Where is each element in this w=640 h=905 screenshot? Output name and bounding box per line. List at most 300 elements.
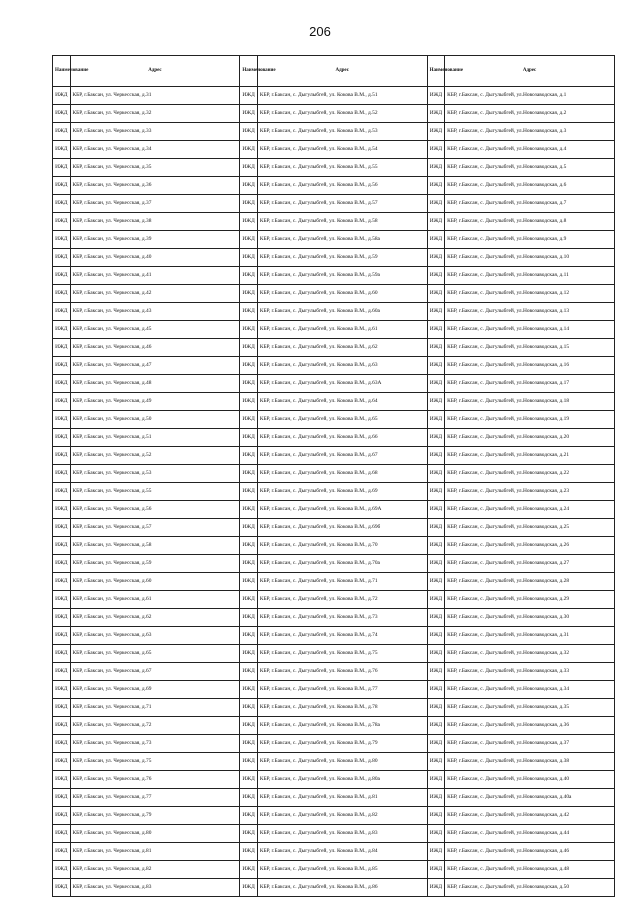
table-row bbox=[53, 663, 615, 681]
address-cell: КБР, г.Баксан, с. Дыгулыбгей, ул. Кокова В.М., д.69 bbox=[257, 483, 427, 501]
address-cell: КБР, г.Баксан, с. Дыгулыбгей, ул. Кокова В.М., д.72 bbox=[257, 591, 427, 609]
building-type-cell: ИЖД bbox=[427, 429, 445, 447]
building-type-cell: ИЖД bbox=[427, 303, 445, 321]
building-type-cell: ИЖД bbox=[240, 177, 258, 195]
address-cell: КБР, г.Баксан, с. Дыгулыбгей, ул.Новозаводская, д.3 bbox=[445, 123, 615, 141]
building-type-cell: ИЖД bbox=[53, 375, 71, 393]
building-type-cell: ИЖД bbox=[240, 321, 258, 339]
building-type-cell: ИЖД bbox=[53, 357, 71, 375]
building-type-cell: ИЖД bbox=[240, 87, 258, 105]
building-type-cell: ИЖД bbox=[240, 609, 258, 627]
address-cell: КБР, г.Баксан, ул. Черкесская, д.73 bbox=[70, 735, 240, 753]
address-cell: КБР, г.Баксан, с. Дыгулыбгей, ул. Кокова В.М., д.68 bbox=[257, 465, 427, 483]
building-type-cell: ИЖД bbox=[427, 123, 445, 141]
building-type-cell: ИЖД bbox=[427, 879, 445, 897]
address-cell: КБР, г.Баксан, с. Дыгулыбгей, ул. Кокова В.М., д.70а bbox=[257, 555, 427, 573]
building-type-cell: ИЖД bbox=[427, 537, 445, 555]
building-type-cell: ИЖД bbox=[240, 393, 258, 411]
building-type-cell: ИЖД bbox=[240, 303, 258, 321]
address-cell: КБР, г.Баксан, с. Дыгулыбгей, ул.Новозаводская, д.7 bbox=[445, 195, 615, 213]
address-cell: КБР, г.Баксан, с. Дыгулыбгей, ул. Кокова В.М., д.58а bbox=[257, 231, 427, 249]
address-cell: КБР, г.Баксан, с. Дыгулыбгей, ул. Кокова В.М., д.79 bbox=[257, 735, 427, 753]
address-cell: КБР, г.Баксан, с. Дыгулыбгей, ул.Новозаводская, д.46 bbox=[445, 843, 615, 861]
building-type-cell: ИЖД bbox=[240, 645, 258, 663]
table-row bbox=[53, 879, 615, 897]
building-type-cell: ИЖД bbox=[240, 807, 258, 825]
address-cell: КБР, г.Баксан, с. Дыгулыбгей, ул.Новозаводская, д.10 bbox=[445, 249, 615, 267]
building-type-cell: ИЖД bbox=[53, 663, 71, 681]
table-row bbox=[53, 735, 615, 753]
building-type-cell: ИЖД bbox=[427, 789, 445, 807]
address-cell: КБР, г.Баксан, с. Дыгулыбгей, ул.Новозаводская, д.40 bbox=[445, 771, 615, 789]
table-row bbox=[53, 465, 615, 483]
building-type-cell: ИЖД bbox=[53, 429, 71, 447]
building-type-cell: ИЖД bbox=[427, 753, 445, 771]
table-row bbox=[53, 141, 615, 159]
table-row bbox=[53, 825, 615, 843]
address-cell: КБР, г.Баксан, ул. Черкесская, д.32 bbox=[70, 105, 240, 123]
building-type-cell: ИЖД bbox=[240, 627, 258, 645]
address-cell: КБР, г.Баксан, с. Дыгулыбгей, ул. Кокова В.М., д.58 bbox=[257, 213, 427, 231]
address-cell: КБР, г.Баксан, с. Дыгулыбгей, ул. Кокова В.М., д.60 bbox=[257, 285, 427, 303]
address-cell: КБР, г.Баксан, ул. Черкесская, д.82 bbox=[70, 861, 240, 879]
header-type-1: Наименование bbox=[53, 56, 71, 87]
address-cell: КБР, г.Баксан, ул. Черкесская, д.34 bbox=[70, 141, 240, 159]
building-type-cell: ИЖД bbox=[240, 879, 258, 897]
building-type-cell: ИЖД bbox=[427, 483, 445, 501]
address-cell: КБР, г.Баксан, с. Дыгулыбгей, ул.Новозаводская, д.19 bbox=[445, 411, 615, 429]
header-row bbox=[53, 56, 615, 87]
building-type-cell: ИЖД bbox=[53, 249, 71, 267]
building-type-cell: ИЖД bbox=[240, 555, 258, 573]
header-type-3: Наименование bbox=[427, 56, 445, 87]
building-type-cell: ИЖД bbox=[53, 213, 71, 231]
building-type-cell: ИЖД bbox=[53, 123, 71, 141]
building-type-cell: ИЖД bbox=[240, 285, 258, 303]
address-cell: КБР, г.Баксан, с. Дыгулыбгей, ул.Новозаводская, д.50 bbox=[445, 879, 615, 897]
address-cell: КБР, г.Баксан, с. Дыгулыбгей, ул.Новозаводская, д.48 bbox=[445, 861, 615, 879]
address-cell: КБР, г.Баксан, ул. Черкесская, д.36 bbox=[70, 177, 240, 195]
building-type-cell: ИЖД bbox=[240, 825, 258, 843]
building-type-cell: ИЖД bbox=[240, 375, 258, 393]
address-cell: КБР, г.Баксан, ул. Черкесская, д.58 bbox=[70, 537, 240, 555]
address-cell: КБР, г.Баксан, с. Дыгулыбгей, ул.Новозаводская, д.32 bbox=[445, 645, 615, 663]
address-cell: КБР, г.Баксан, с. Дыгулыбгей, ул. Кокова В.М., д.78а bbox=[257, 717, 427, 735]
address-cell: КБР, г.Баксан, с. Дыгулыбгей, ул. Кокова В.М., д.57 bbox=[257, 195, 427, 213]
building-type-cell: ИЖД bbox=[53, 735, 71, 753]
address-cell: КБР, г.Баксан, с. Дыгулыбгей, ул.Новозаводская, д.33 bbox=[445, 663, 615, 681]
address-cell: КБР, г.Баксан, ул. Черкесская, д.41 bbox=[70, 267, 240, 285]
building-type-cell: ИЖД bbox=[427, 267, 445, 285]
building-type-cell: ИЖД bbox=[53, 501, 71, 519]
building-type-cell: ИЖД bbox=[427, 321, 445, 339]
table-row bbox=[53, 303, 615, 321]
address-cell: КБР, г.Баксан, с. Дыгулыбгей, ул. Кокова В.М., д.78 bbox=[257, 699, 427, 717]
table-row bbox=[53, 861, 615, 879]
table-row bbox=[53, 213, 615, 231]
building-type-cell: ИЖД bbox=[427, 375, 445, 393]
address-cell: КБР, г.Баксан, с. Дыгулыбгей, ул. Кокова В.М., д.82 bbox=[257, 807, 427, 825]
address-cell: КБР, г.Баксан, с. Дыгулыбгей, ул. Кокова В.М., д.67 bbox=[257, 447, 427, 465]
table-row bbox=[53, 771, 615, 789]
address-cell: КБР, г.Баксан, ул. Черкесская, д.37 bbox=[70, 195, 240, 213]
building-type-cell: ИЖД bbox=[427, 393, 445, 411]
building-type-cell: ИЖД bbox=[240, 267, 258, 285]
building-type-cell: ИЖД bbox=[53, 303, 71, 321]
building-type-cell: ИЖД bbox=[427, 177, 445, 195]
building-type-cell: ИЖД bbox=[53, 699, 71, 717]
address-cell: КБР, г.Баксан, ул. Черкесская, д.42 bbox=[70, 285, 240, 303]
address-cell: КБР, г.Баксан, ул. Черкесская, д.83 bbox=[70, 879, 240, 897]
table-row bbox=[53, 717, 615, 735]
address-cell: КБР, г.Баксан, ул. Черкесская, д.80 bbox=[70, 825, 240, 843]
address-cell: КБР, г.Баксан, с. Дыгулыбгей, ул.Новозаводская, д.36 bbox=[445, 717, 615, 735]
address-cell: КБР, г.Баксан, ул. Черкесская, д.49 bbox=[70, 393, 240, 411]
building-type-cell: ИЖД bbox=[53, 285, 71, 303]
building-type-cell: ИЖД bbox=[427, 573, 445, 591]
building-type-cell: ИЖД bbox=[427, 213, 445, 231]
building-type-cell: ИЖД bbox=[53, 141, 71, 159]
building-type-cell: ИЖД bbox=[427, 357, 445, 375]
building-type-cell: ИЖД bbox=[53, 321, 71, 339]
table-row bbox=[53, 357, 615, 375]
building-type-cell: ИЖД bbox=[427, 771, 445, 789]
address-cell: КБР, г.Баксан, ул. Черкесская, д.33 bbox=[70, 123, 240, 141]
building-type-cell: ИЖД bbox=[427, 447, 445, 465]
building-type-cell: ИЖД bbox=[53, 393, 71, 411]
table-row bbox=[53, 627, 615, 645]
address-cell: КБР, г.Баксан, с. Дыгулыбгей, ул. Кокова В.М., д.51 bbox=[257, 87, 427, 105]
address-cell: КБР, г.Баксан, с. Дыгулыбгей, ул.Новозаводская, д.35 bbox=[445, 699, 615, 717]
address-cell: КБР, г.Баксан, с. Дыгулыбгей, ул.Новозаводская, д.28 bbox=[445, 573, 615, 591]
building-type-cell: ИЖД bbox=[53, 87, 71, 105]
building-type-cell: ИЖД bbox=[427, 699, 445, 717]
address-cell: КБР, г.Баксан, ул. Черкесская, д.40 bbox=[70, 249, 240, 267]
table-row bbox=[53, 249, 615, 267]
address-cell: КБР, г.Баксан, с. Дыгулыбгей, ул. Кокова В.М., д.86 bbox=[257, 879, 427, 897]
address-cell: КБР, г.Баксан, с. Дыгулыбгей, ул.Новозаводская, д.9 bbox=[445, 231, 615, 249]
address-cell: КБР, г.Баксан, ул. Черкесская, д.81 bbox=[70, 843, 240, 861]
building-type-cell: ИЖД bbox=[427, 807, 445, 825]
address-cell: КБР, г.Баксан, с. Дыгулыбгей, ул.Новозаводская, д.4 bbox=[445, 141, 615, 159]
building-type-cell: ИЖД bbox=[427, 843, 445, 861]
building-type-cell: ИЖД bbox=[240, 843, 258, 861]
table-row bbox=[53, 573, 615, 591]
building-type-cell: ИЖД bbox=[427, 663, 445, 681]
address-cell: КБР, г.Баксан, с. Дыгулыбгей, ул. Кокова В.М., д.63А bbox=[257, 375, 427, 393]
address-cell: КБР, г.Баксан, с. Дыгулыбгей, ул. Кокова В.М., д.59 bbox=[257, 249, 427, 267]
page-number: 206 bbox=[309, 24, 331, 39]
address-cell: КБР, г.Баксан, с. Дыгулыбгей, ул. Кокова В.М., д.52 bbox=[257, 105, 427, 123]
building-type-cell: ИЖД bbox=[427, 645, 445, 663]
address-cell: КБР, г.Баксан, ул. Черкесская, д.76 bbox=[70, 771, 240, 789]
address-cell: КБР, г.Баксан, с. Дыгулыбгей, ул. Кокова В.М., д.77 bbox=[257, 681, 427, 699]
address-cell: КБР, г.Баксан, ул. Черкесская, д.38 bbox=[70, 213, 240, 231]
table-row bbox=[53, 321, 615, 339]
table-row bbox=[53, 843, 615, 861]
address-cell: КБР, г.Баксан, с. Дыгулыбгей, ул.Новозаводская, д.5 bbox=[445, 159, 615, 177]
address-cell: КБР, г.Баксан, с. Дыгулыбгей, ул. Кокова В.М., д.55 bbox=[257, 159, 427, 177]
building-type-cell: ИЖД bbox=[53, 771, 71, 789]
building-type-cell: ИЖД bbox=[427, 231, 445, 249]
address-cell: КБР, г.Баксан, с. Дыгулыбгей, ул.Новозаводская, д.6 bbox=[445, 177, 615, 195]
header-address-2: Адрес bbox=[257, 56, 427, 87]
address-cell: КБР, г.Баксан, с. Дыгулыбгей, ул. Кокова В.М., д.63 bbox=[257, 357, 427, 375]
address-cell: КБР, г.Баксан, ул. Черкесская, д.77 bbox=[70, 789, 240, 807]
building-type-cell: ИЖД bbox=[53, 645, 71, 663]
building-type-cell: ИЖД bbox=[427, 861, 445, 879]
address-cell: КБР, г.Баксан, с. Дыгулыбгей, ул. Кокова В.М., д.56 bbox=[257, 177, 427, 195]
address-cell: КБР, г.Баксан, ул. Черкесская, д.71 bbox=[70, 699, 240, 717]
address-cell: КБР, г.Баксан, с. Дыгулыбгей, ул.Новозаводская, д.23 bbox=[445, 483, 615, 501]
building-type-cell: ИЖД bbox=[240, 753, 258, 771]
building-type-cell: ИЖД bbox=[427, 717, 445, 735]
address-cell: КБР, г.Баксан, с. Дыгулыбгей, ул.Новозаводская, д.34 bbox=[445, 681, 615, 699]
building-type-cell: ИЖД bbox=[53, 753, 71, 771]
address-cell: КБР, г.Баксан, ул. Черкесская, д.57 bbox=[70, 519, 240, 537]
building-type-cell: ИЖД bbox=[240, 591, 258, 609]
address-cell: КБР, г.Баксан, с. Дыгулыбгей, ул. Кокова В.М., д.69А bbox=[257, 501, 427, 519]
address-cell: КБР, г.Баксан, ул. Черкесская, д.63 bbox=[70, 627, 240, 645]
building-type-cell: ИЖД bbox=[427, 411, 445, 429]
address-cell: КБР, г.Баксан, ул. Черкесская, д.56 bbox=[70, 501, 240, 519]
address-cell: КБР, г.Баксан, с. Дыгулыбгей, ул.Новозаводская, д.16 bbox=[445, 357, 615, 375]
building-type-cell: ИЖД bbox=[53, 177, 71, 195]
building-type-cell: ИЖД bbox=[240, 411, 258, 429]
building-type-cell: ИЖД bbox=[53, 465, 71, 483]
building-type-cell: ИЖД bbox=[240, 159, 258, 177]
building-type-cell: ИЖД bbox=[53, 267, 71, 285]
building-type-cell: ИЖД bbox=[53, 447, 71, 465]
address-cell: КБР, г.Баксан, с. Дыгулыбгей, ул.Новозаводская, д.38 bbox=[445, 753, 615, 771]
address-cell: КБР, г.Баксан, ул. Черкесская, д.31 bbox=[70, 87, 240, 105]
header-address-3: Адрес bbox=[445, 56, 615, 87]
table-row bbox=[53, 393, 615, 411]
table-row bbox=[53, 105, 615, 123]
table-row bbox=[53, 231, 615, 249]
building-type-cell: ИЖД bbox=[53, 519, 71, 537]
table-row bbox=[53, 285, 615, 303]
building-type-cell: ИЖД bbox=[240, 735, 258, 753]
building-type-cell: ИЖД bbox=[240, 573, 258, 591]
building-type-cell: ИЖД bbox=[240, 717, 258, 735]
address-cell: КБР, г.Баксан, с. Дыгулыбгей, ул.Новозаводская, д.13 bbox=[445, 303, 615, 321]
address-cell: КБР, г.Баксан, с. Дыгулыбгей, ул.Новозаводская, д.1 bbox=[445, 87, 615, 105]
building-type-cell: ИЖД bbox=[53, 591, 71, 609]
address-cell: КБР, г.Баксан, с. Дыгулыбгей, ул.Новозаводская, д.8 bbox=[445, 213, 615, 231]
building-type-cell: ИЖД bbox=[53, 681, 71, 699]
address-cell: КБР, г.Баксан, ул. Черкесская, д.60 bbox=[70, 573, 240, 591]
table-row bbox=[53, 645, 615, 663]
address-cell: КБР, г.Баксан, с. Дыгулыбгей, ул.Новозаводская, д.21 bbox=[445, 447, 615, 465]
address-cell: КБР, г.Баксан, ул. Черкесская, д.52 bbox=[70, 447, 240, 465]
address-cell: КБР, г.Баксан, с. Дыгулыбгей, ул. Кокова В.М., д.76 bbox=[257, 663, 427, 681]
address-cell: КБР, г.Баксан, с. Дыгулыбгей, ул. Кокова В.М., д.66 bbox=[257, 429, 427, 447]
address-cell: КБР, г.Баксан, ул. Черкесская, д.51 bbox=[70, 429, 240, 447]
building-type-cell: ИЖД bbox=[427, 627, 445, 645]
address-cell: КБР, г.Баксан, с. Дыгулыбгей, ул.Новозаводская, д.26 bbox=[445, 537, 615, 555]
address-cell: КБР, г.Баксан, с. Дыгулыбгей, ул. Кокова В.М., д.74 bbox=[257, 627, 427, 645]
address-cell: КБР, г.Баксан, ул. Черкесская, д.62 bbox=[70, 609, 240, 627]
address-cell: КБР, г.Баксан, ул. Черкесская, д.75 bbox=[70, 753, 240, 771]
building-type-cell: ИЖД bbox=[53, 789, 71, 807]
address-cell: КБР, г.Баксан, с. Дыгулыбгей, ул. Кокова В.М., д.84 bbox=[257, 843, 427, 861]
building-type-cell: ИЖД bbox=[427, 825, 445, 843]
address-cell: КБР, г.Баксан, с. Дыгулыбгей, ул.Новозаводская, д.11 bbox=[445, 267, 615, 285]
building-type-cell: ИЖД bbox=[427, 105, 445, 123]
address-cell: КБР, г.Баксан, с. Дыгулыбгей, ул. Кокова В.М., д.81 bbox=[257, 789, 427, 807]
building-type-cell: ИЖД bbox=[240, 105, 258, 123]
table-row bbox=[53, 699, 615, 717]
address-cell: КБР, г.Баксан, ул. Черкесская, д.46 bbox=[70, 339, 240, 357]
address-cell: КБР, г.Баксан, с. Дыгулыбгей, ул.Новозаводская, д.22 bbox=[445, 465, 615, 483]
address-cell: КБР, г.Баксан, с. Дыгулыбгей, ул.Новозаводская, д.44 bbox=[445, 825, 615, 843]
address-cell: КБР, г.Баксан, ул. Черкесская, д.48 bbox=[70, 375, 240, 393]
address-cell: КБР, г.Баксан, ул. Черкесская, д.72 bbox=[70, 717, 240, 735]
address-cell: КБР, г.Баксан, с. Дыгулыбгей, ул.Новозаводская, д.31 bbox=[445, 627, 615, 645]
building-type-cell: ИЖД bbox=[53, 159, 71, 177]
address-cell: КБР, г.Баксан, с. Дыгулыбгей, ул. Кокова В.М., д.62 bbox=[257, 339, 427, 357]
building-type-cell: ИЖД bbox=[53, 879, 71, 897]
building-type-cell: ИЖД bbox=[53, 807, 71, 825]
table-row bbox=[53, 411, 615, 429]
building-type-cell: ИЖД bbox=[427, 681, 445, 699]
header-address-1: Адрес bbox=[70, 56, 240, 87]
address-cell: КБР, г.Баксан, с. Дыгулыбгей, ул.Новозаводская, д.37 bbox=[445, 735, 615, 753]
table-body bbox=[53, 87, 615, 897]
address-cell: КБР, г.Баксан, ул. Черкесская, д.67 bbox=[70, 663, 240, 681]
building-type-cell: ИЖД bbox=[53, 573, 71, 591]
building-type-cell: ИЖД bbox=[240, 519, 258, 537]
table-row bbox=[53, 753, 615, 771]
building-type-cell: ИЖД bbox=[53, 717, 71, 735]
building-type-cell: ИЖД bbox=[53, 105, 71, 123]
building-type-cell: ИЖД bbox=[240, 357, 258, 375]
table-row bbox=[53, 501, 615, 519]
address-cell: КБР, г.Баксан, с. Дыгулыбгей, ул. Кокова В.М., д.71 bbox=[257, 573, 427, 591]
building-type-cell: ИЖД bbox=[240, 465, 258, 483]
building-type-cell: ИЖД bbox=[53, 231, 71, 249]
building-type-cell: ИЖД bbox=[53, 555, 71, 573]
address-cell: КБР, г.Баксан, с. Дыгулыбгей, ул.Новозаводская, д.25 bbox=[445, 519, 615, 537]
building-type-cell: ИЖД bbox=[427, 87, 445, 105]
building-type-cell: ИЖД bbox=[53, 843, 71, 861]
building-type-cell: ИЖД bbox=[53, 609, 71, 627]
table-row bbox=[53, 555, 615, 573]
table-row bbox=[53, 591, 615, 609]
building-type-cell: ИЖД bbox=[240, 699, 258, 717]
address-cell: КБР, г.Баксан, с. Дыгулыбгей, ул.Новозаводская, д.29 bbox=[445, 591, 615, 609]
building-type-cell: ИЖД bbox=[240, 339, 258, 357]
building-type-cell: ИЖД bbox=[240, 501, 258, 519]
building-type-cell: ИЖД bbox=[427, 249, 445, 267]
address-cell: КБР, г.Баксан, с. Дыгулыбгей, ул. Кокова В.М., д.59а bbox=[257, 267, 427, 285]
building-type-cell: ИЖД bbox=[240, 429, 258, 447]
table-row bbox=[53, 123, 615, 141]
address-cell: КБР, г.Баксан, ул. Черкесская, д.59 bbox=[70, 555, 240, 573]
building-type-cell: ИЖД bbox=[240, 231, 258, 249]
building-type-cell: ИЖД bbox=[240, 861, 258, 879]
table-row bbox=[53, 807, 615, 825]
table-row bbox=[53, 159, 615, 177]
table-row bbox=[53, 483, 615, 501]
address-cell: КБР, г.Баксан, с. Дыгулыбгей, ул.Новозаводская, д.42 bbox=[445, 807, 615, 825]
address-cell: КБР, г.Баксан, ул. Черкесская, д.39 bbox=[70, 231, 240, 249]
building-type-cell: ИЖД bbox=[240, 789, 258, 807]
address-cell: КБР, г.Баксан, с. Дыгулыбгей, ул. Кокова В.М., д.64 bbox=[257, 393, 427, 411]
building-type-cell: ИЖД bbox=[427, 339, 445, 357]
building-type-cell: ИЖД bbox=[53, 483, 71, 501]
address-cell: КБР, г.Баксан, ул. Черкесская, д.53 bbox=[70, 465, 240, 483]
building-type-cell: ИЖД bbox=[53, 627, 71, 645]
building-type-cell: ИЖД bbox=[427, 159, 445, 177]
address-cell: КБР, г.Баксан, с. Дыгулыбгей, ул.Новозаводская, д.17 bbox=[445, 375, 615, 393]
address-cell: КБР, г.Баксан, с. Дыгулыбгей, ул. Кокова В.М., д.69б bbox=[257, 519, 427, 537]
address-cell: КБР, г.Баксан, ул. Черкесская, д.69 bbox=[70, 681, 240, 699]
table-row bbox=[53, 429, 615, 447]
building-type-cell: ИЖД bbox=[240, 213, 258, 231]
building-type-cell: ИЖД bbox=[427, 591, 445, 609]
building-type-cell: ИЖД bbox=[240, 447, 258, 465]
table-row bbox=[53, 87, 615, 105]
address-cell: КБР, г.Баксан, с. Дыгулыбгей, ул.Новозаводская, д.18 bbox=[445, 393, 615, 411]
address-cell: КБР, г.Баксан, с. Дыгулыбгей, ул.Новозаводская, д.20 bbox=[445, 429, 615, 447]
address-cell: КБР, г.Баксан, с. Дыгулыбгей, ул. Кокова В.М., д.80а bbox=[257, 771, 427, 789]
document-page bbox=[52, 55, 615, 897]
building-type-cell: ИЖД bbox=[240, 771, 258, 789]
building-type-cell: ИЖД bbox=[427, 501, 445, 519]
building-type-cell: ИЖД bbox=[53, 411, 71, 429]
building-type-cell: ИЖД bbox=[53, 825, 71, 843]
building-type-cell: ИЖД bbox=[427, 609, 445, 627]
table-row bbox=[53, 681, 615, 699]
table-row bbox=[53, 195, 615, 213]
table-header bbox=[53, 56, 615, 87]
address-cell: КБР, г.Баксан, с. Дыгулыбгей, ул.Новозаводская, д.14 bbox=[445, 321, 615, 339]
building-type-cell: ИЖД bbox=[53, 861, 71, 879]
table-row bbox=[53, 339, 615, 357]
address-cell: КБР, г.Баксан, ул. Черкесская, д.47 bbox=[70, 357, 240, 375]
address-cell: КБР, г.Баксан, с. Дыгулыбгей, ул. Кокова В.М., д.80 bbox=[257, 753, 427, 771]
address-table bbox=[52, 55, 615, 897]
address-cell: КБР, г.Баксан, ул. Черкесская, д.35 bbox=[70, 159, 240, 177]
address-cell: КБР, г.Баксан, с. Дыгулыбгей, ул. Кокова В.М., д.70 bbox=[257, 537, 427, 555]
table-row bbox=[53, 609, 615, 627]
building-type-cell: ИЖД bbox=[240, 681, 258, 699]
address-cell: КБР, г.Баксан, ул. Черкесская, д.43 bbox=[70, 303, 240, 321]
table-row bbox=[53, 177, 615, 195]
building-type-cell: ИЖД bbox=[240, 195, 258, 213]
building-type-cell: ИЖД bbox=[240, 483, 258, 501]
address-cell: КБР, г.Баксан, ул. Черкесская, д.65 bbox=[70, 645, 240, 663]
address-cell: КБР, г.Баксан, с. Дыгулыбгей, ул. Кокова В.М., д.85 bbox=[257, 861, 427, 879]
table-row bbox=[53, 519, 615, 537]
building-type-cell: ИЖД bbox=[427, 285, 445, 303]
building-type-cell: ИЖД bbox=[240, 537, 258, 555]
address-cell: КБР, г.Баксан, с. Дыгулыбгей, ул. Кокова В.М., д.54 bbox=[257, 141, 427, 159]
building-type-cell: ИЖД bbox=[240, 123, 258, 141]
building-type-cell: ИЖД bbox=[427, 465, 445, 483]
building-type-cell: ИЖД bbox=[427, 555, 445, 573]
table-row bbox=[53, 789, 615, 807]
address-cell: КБР, г.Баксан, с. Дыгулыбгей, ул.Новозаводская, д.2 bbox=[445, 105, 615, 123]
address-cell: КБР, г.Баксан, с. Дыгулыбгей, ул. Кокова В.М., д.65 bbox=[257, 411, 427, 429]
building-type-cell: ИЖД bbox=[427, 141, 445, 159]
address-cell: КБР, г.Баксан, с. Дыгулыбгей, ул.Новозаводская, д.40а bbox=[445, 789, 615, 807]
address-cell: КБР, г.Баксан, с. Дыгулыбгей, ул. Кокова В.М., д.75 bbox=[257, 645, 427, 663]
building-type-cell: ИЖД bbox=[427, 195, 445, 213]
address-cell: КБР, г.Баксан, с. Дыгулыбгей, ул.Новозаводская, д.30 bbox=[445, 609, 615, 627]
